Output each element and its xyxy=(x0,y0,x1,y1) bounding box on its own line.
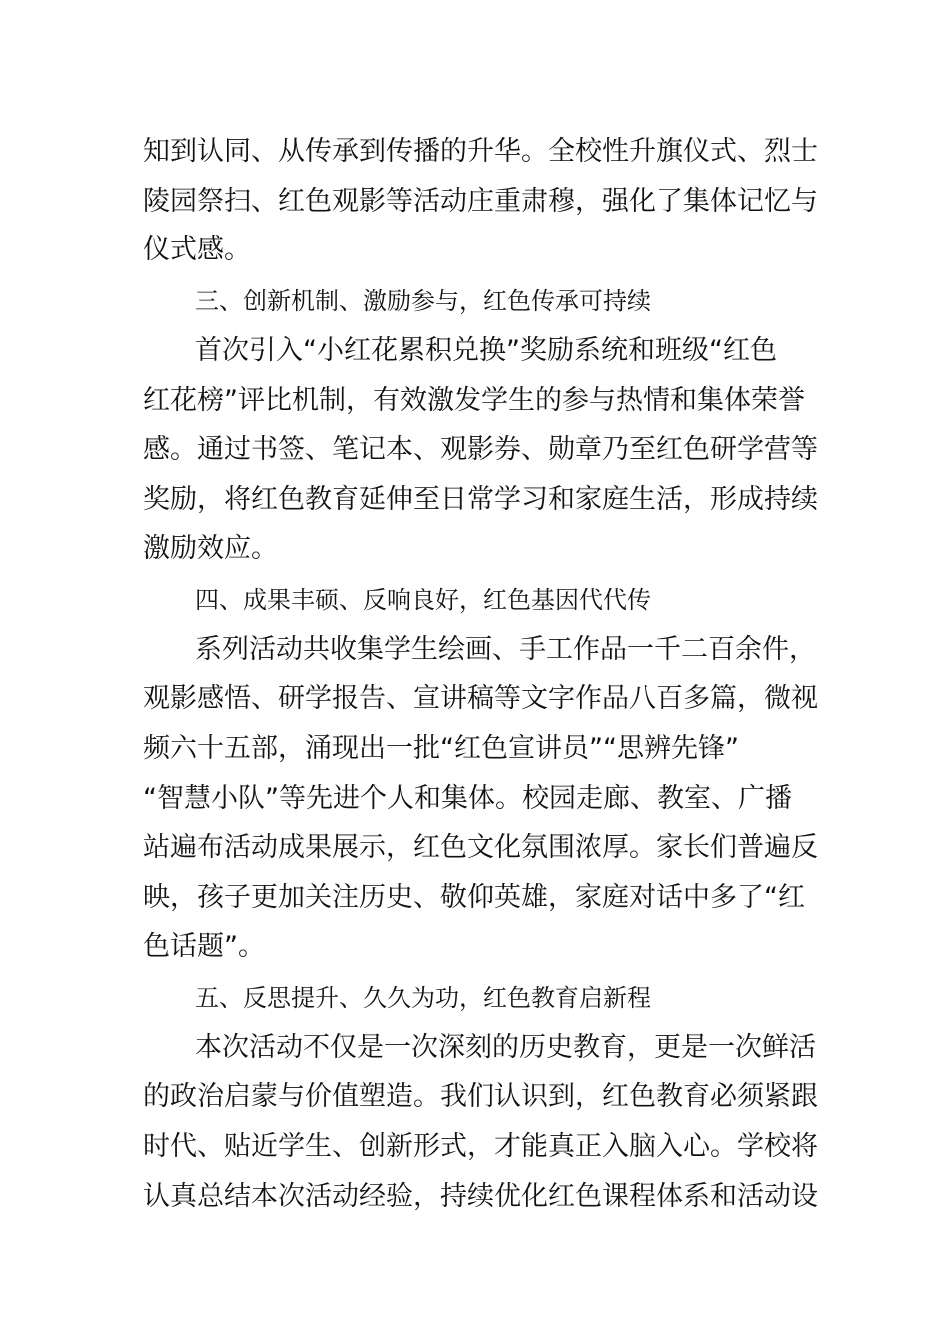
paragraph-line: 映，孩子更加关注历史、敬仰英雄，家庭对话中多了“红 xyxy=(143,882,805,913)
section-heading-5: 五、反思提升、久久为功，红色教育启新程 xyxy=(195,984,651,1012)
paragraph-line: 频六十五部，涌现出一批“红色宣讲员”“思辨先锋” xyxy=(143,733,739,764)
paragraph-line: 感。通过书签、笔记本、观影券、勋章乃至红色研学营等 xyxy=(143,434,818,465)
paragraph-line: 红花榜”评比机制，有效激发学生的参与热情和集体荣誉 xyxy=(143,385,805,416)
paragraph-line: “智慧小队”等先进个人和集体。校园走廊、教室、广播 xyxy=(143,783,792,814)
paragraph-line: 色话题”。 xyxy=(143,931,265,962)
paragraph-line: 激励效应。 xyxy=(143,533,278,564)
section-heading-3: 三、创新机制、激励参与，红色传承可持续 xyxy=(195,287,651,315)
paragraph-line: 站遍布活动成果展示，红色文化氛围浓厚。家长们普遍反 xyxy=(143,832,818,863)
paragraph-line: 仪式感。 xyxy=(143,234,251,265)
paragraph-line: 本次活动不仅是一次深刻的历史教育，更是一次鲜活 xyxy=(195,1032,816,1063)
paragraph-line: 知到认同、从传承到传播的升华。全校性升旗仪式、烈士 xyxy=(143,136,818,167)
paragraph-line: 奖励，将红色教育延伸至日常学习和家庭生活，形成持续 xyxy=(143,484,818,515)
paragraph-line: 陵园祭扫、红色观影等活动庄重肃穆，强化了集体记忆与 xyxy=(143,186,818,217)
paragraph-line: 观影感悟、研学报告、宣讲稿等文字作品八百多篇，微视 xyxy=(143,683,818,714)
section-heading-4: 四、成果丰硕、反响良好，红色基因代代传 xyxy=(195,586,651,614)
paragraph-line: 认真总结本次活动经验，持续优化红色课程体系和活动设 xyxy=(143,1181,818,1212)
paragraph-line: 时代、贴近学生、创新形式，才能真正入脑入心。学校将 xyxy=(143,1131,818,1162)
paragraph-line: 首次引入“小红花累积兑换”奖励系统和班级“红色 xyxy=(195,335,777,366)
paragraph-line: 系列活动共收集学生绘画、手工作品一千二百余件， xyxy=(195,634,816,665)
paragraph-line: 的政治启蒙与价值塑造。我们认识到，红色教育必须紧跟 xyxy=(143,1081,818,1112)
